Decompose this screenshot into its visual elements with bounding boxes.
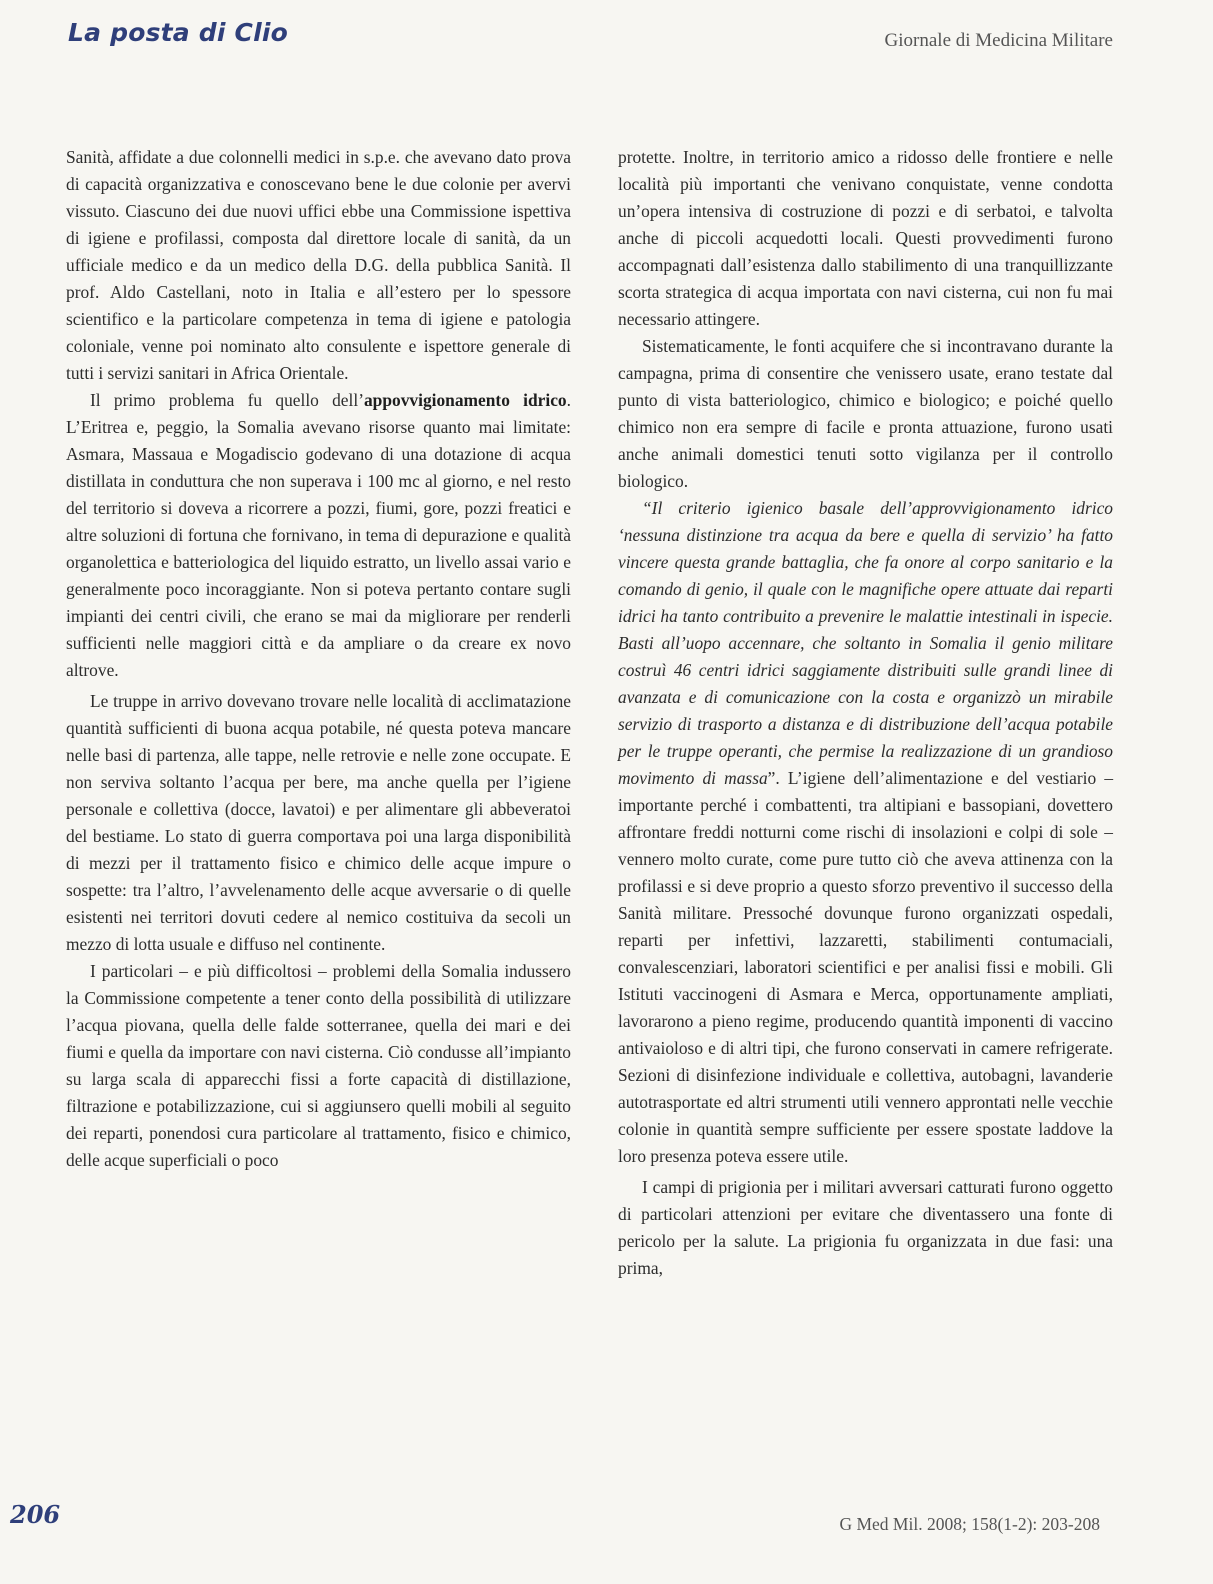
citation: G Med Mil. 2008; 158(1-2): 203-208 [839,1514,1100,1534]
paragraph: I particolari – e più difficoltosi – problemi della Somalia indussero la Commissione competente a tener conto della possibilità di utilizzare l’acqua piovana, quella delle falde sotterranee, quella dei mari e dei fiumi e quella da importare con navi cisterna. Ciò condusse all’impianto su larga scala di apparecchi fissi a forte capacità di distillazione, filtrazione e potabilizzazione, cui si aggiunsero quelli mobili al seguito dei reparti, ponendosi cura particolare al trattamento, fisico e chimico, delle acque superficiali o poco [66,961,571,1170]
paragraph: Sistematicamente, le fonti acquifere che si incontravano durante la campagna, prima di consentire che venissero usate, erano testate dal punto di vista batteriologico, chimico e biologico; e poiché quello chimico non era sempre di facile e pronta attuazione, furono usati anche animali domestici tenuti sotto vigilanza per il controllo biologico. [618,336,1113,491]
paragraph: protette. Inoltre, in territorio amico a ridosso delle frontiere e nelle località più importanti che venivano conquistate, venne condotta un’opera intensiva di costruzione di pozzi e di serbatoi, e talvolta anche di piccoli acquedotti locali. Questi provvedimenti furono accompagnati dall’esistenza dallo stabilimento di una tranquillizzante scorta strategica di acqua importata con navi cisterna, cui non fu mai necessario attingere. [618,147,1113,329]
quotation: “Il criterio igienico basale dell’approvvigionamento idrico ‘nessuna distinzione tra acqua da bere e quella di servizio’ ha fatto vincere questa grande battaglia, che fa onore al corpo sanitario e la comando di genio, il quale con le magnifiche opere attuate dai reparti idrici ha tanto contribuito a prevenire le malattie intestinali in ispecie. Basti all’uopo accennare, che soltanto in Somalia il genio militare costruì 46 centri idrici saggiamente distribuiti sulle grandi linee di avanzata e di comunicazione con la costa e organizzò un mirabile servizio di trasporto a distanza e di distribuzione dell’acqua potabile per le truppe operanti, che permise la realizzazione di un grandioso movimento di massa [618,498,1113,788]
bold-term: appovvigionamento idrico [363,390,567,410]
journal-name: Giornale di Medicina Militare [884,30,1113,51]
section-title: La posta di Clio [68,18,289,47]
paragraph: Le truppe in arrivo dovevano trovare nelle località di acclimatazione quantità sufficienti di buona acqua potabile, né questa poteva mancare nelle basi di partenza, alle tappe, nelle retrovie e nelle zone occupate. E non serviva soltanto l’acqua per bere, ma anche quella per l’igiene personale e collettiva (docce, lavatoi) e per alimentare gli abbeveratoi del bestiame. Lo stato di guerra comportava poi una larga disponibilità di mezzi per il trattamento fisico e chimico delle acque impure o sospette: tra l’altro, l’avvelenamento delle acque avversarie o di quelle esistenti nei territori dovuti cedere al nemico costituiva da secoli un mezzo di lotta usuale e diffuso nel continente. [66,691,571,954]
paragraph: Sanità, affidate a due colonnelli medici in s.p.e. che avevano dato prova di capacità organizzativa e conoscevano bene le due colonie per avervi vissuto. Ciascuno dei due nuovi uffici ebbe una Commissione ispettiva di igiene e profilassi, composta dal direttore locale di sanità, da un ufficiale medico e da un medico della D.G. della pubblica Sanità. Il prof. Aldo Castellani, noto in Italia e all’estero per lo spessore scientifico e la particolare competenza in tema di igiene e patologia coloniale, venne poi nominato alto consulente e ispettore generale di tutti i servizi sanitari in Africa Orientale. [66,147,571,383]
page-number: 206 [10,1500,61,1529]
paragraph: Il primo problema fu quello dell’appovvigionamento idrico. L’Eritrea e, peggio, la Somalia avevano risorse quanto mai limitate: Asmara, Massaua e Mogadiscio godevano di una dotazione di acqua distillata in conduttura che non superava i 100 mc al giorno, e nel resto del territorio si doveva a ricorrere a pozzi, fiumi, gore, pozzi freatici e altre soluzioni di fortuna che fornivano, in tema di depurazione e qualità organolettica e batteriologica del liquido estratto, un livello assai vario e generalmente poco incoraggiante. Non si poteva pertanto contare sugli impianti dei centri civili, che erano se mai da migliorare per renderli sufficienti nelle maggiori città e da ampliare o da creare ex novo altrove. [66,390,571,680]
paragraph: I campi di prigionia per i militari avversari catturati furono oggetto di particolari attenzioni per evitare che diventassero una fonte di pericolo per la salute. La prigionia fu organizzata in due fasi: una prima, [618,1177,1113,1278]
paragraph: “Il criterio igienico basale dell’approvvigionamento idrico ‘nessuna distinzione tra acqua da bere e quella di servizio’ ha fatto vincere questa grande battaglia, che fa onore al corpo sanitario e la comando di genio, il quale con le magnifiche opere attuate dai reparti idrici ha tanto contribuito a prevenire le malattie intestinali in ispecie. Basti all’uopo accennare, che soltanto in Somalia il genio militare costruì 46 centri idrici saggiamente distribuiti sulle grandi linee di avanzata e di comunicazione con la costa e organizzò un mirabile servizio di trasporto a distanza e di distribuzione dell’acqua potabile per le truppe operanti, che permise la realizzazione di un grandioso movimento di massa”. L’igiene dell’alimentazione e del vestiario – importante perché i combattenti, tra altipiani e bassopiani, dovettero affrontare freddi notturni come rischi di insolazioni e colpi di sole – vennero molto curate, come pure tutto ciò che aveva attinenza con la profilassi e si deve proprio a questo sforzo preventivo il successo della Sanità militare. Pressoché dovunque furono organizzati ospedali, reparti per infettivi, lazzaretti, stabilimenti contumaciali, convalescenziari, laboratori scientifici e per analisi fissi e mobili. Gli Istituti vaccinogeni di Asmara e Merca, opportunamente ampliati, lavorarono a pieno regime, producendo quantità imponenti di vaccino antivaioloso e di altri tipi, che furono conservati in camere refrigerate. Sezioni di disinfezione individuale e collettiva, autobagni, lavanderie autotrasportate ed altri strumenti utili vennero approntati nelle vecchie colonie in quantità sempre sufficiente per essere spostate laddove la loro presenza poteva essere utile. [618,498,1114,1166]
left-column [66,144,571,1174]
right-column [618,144,1113,1282]
